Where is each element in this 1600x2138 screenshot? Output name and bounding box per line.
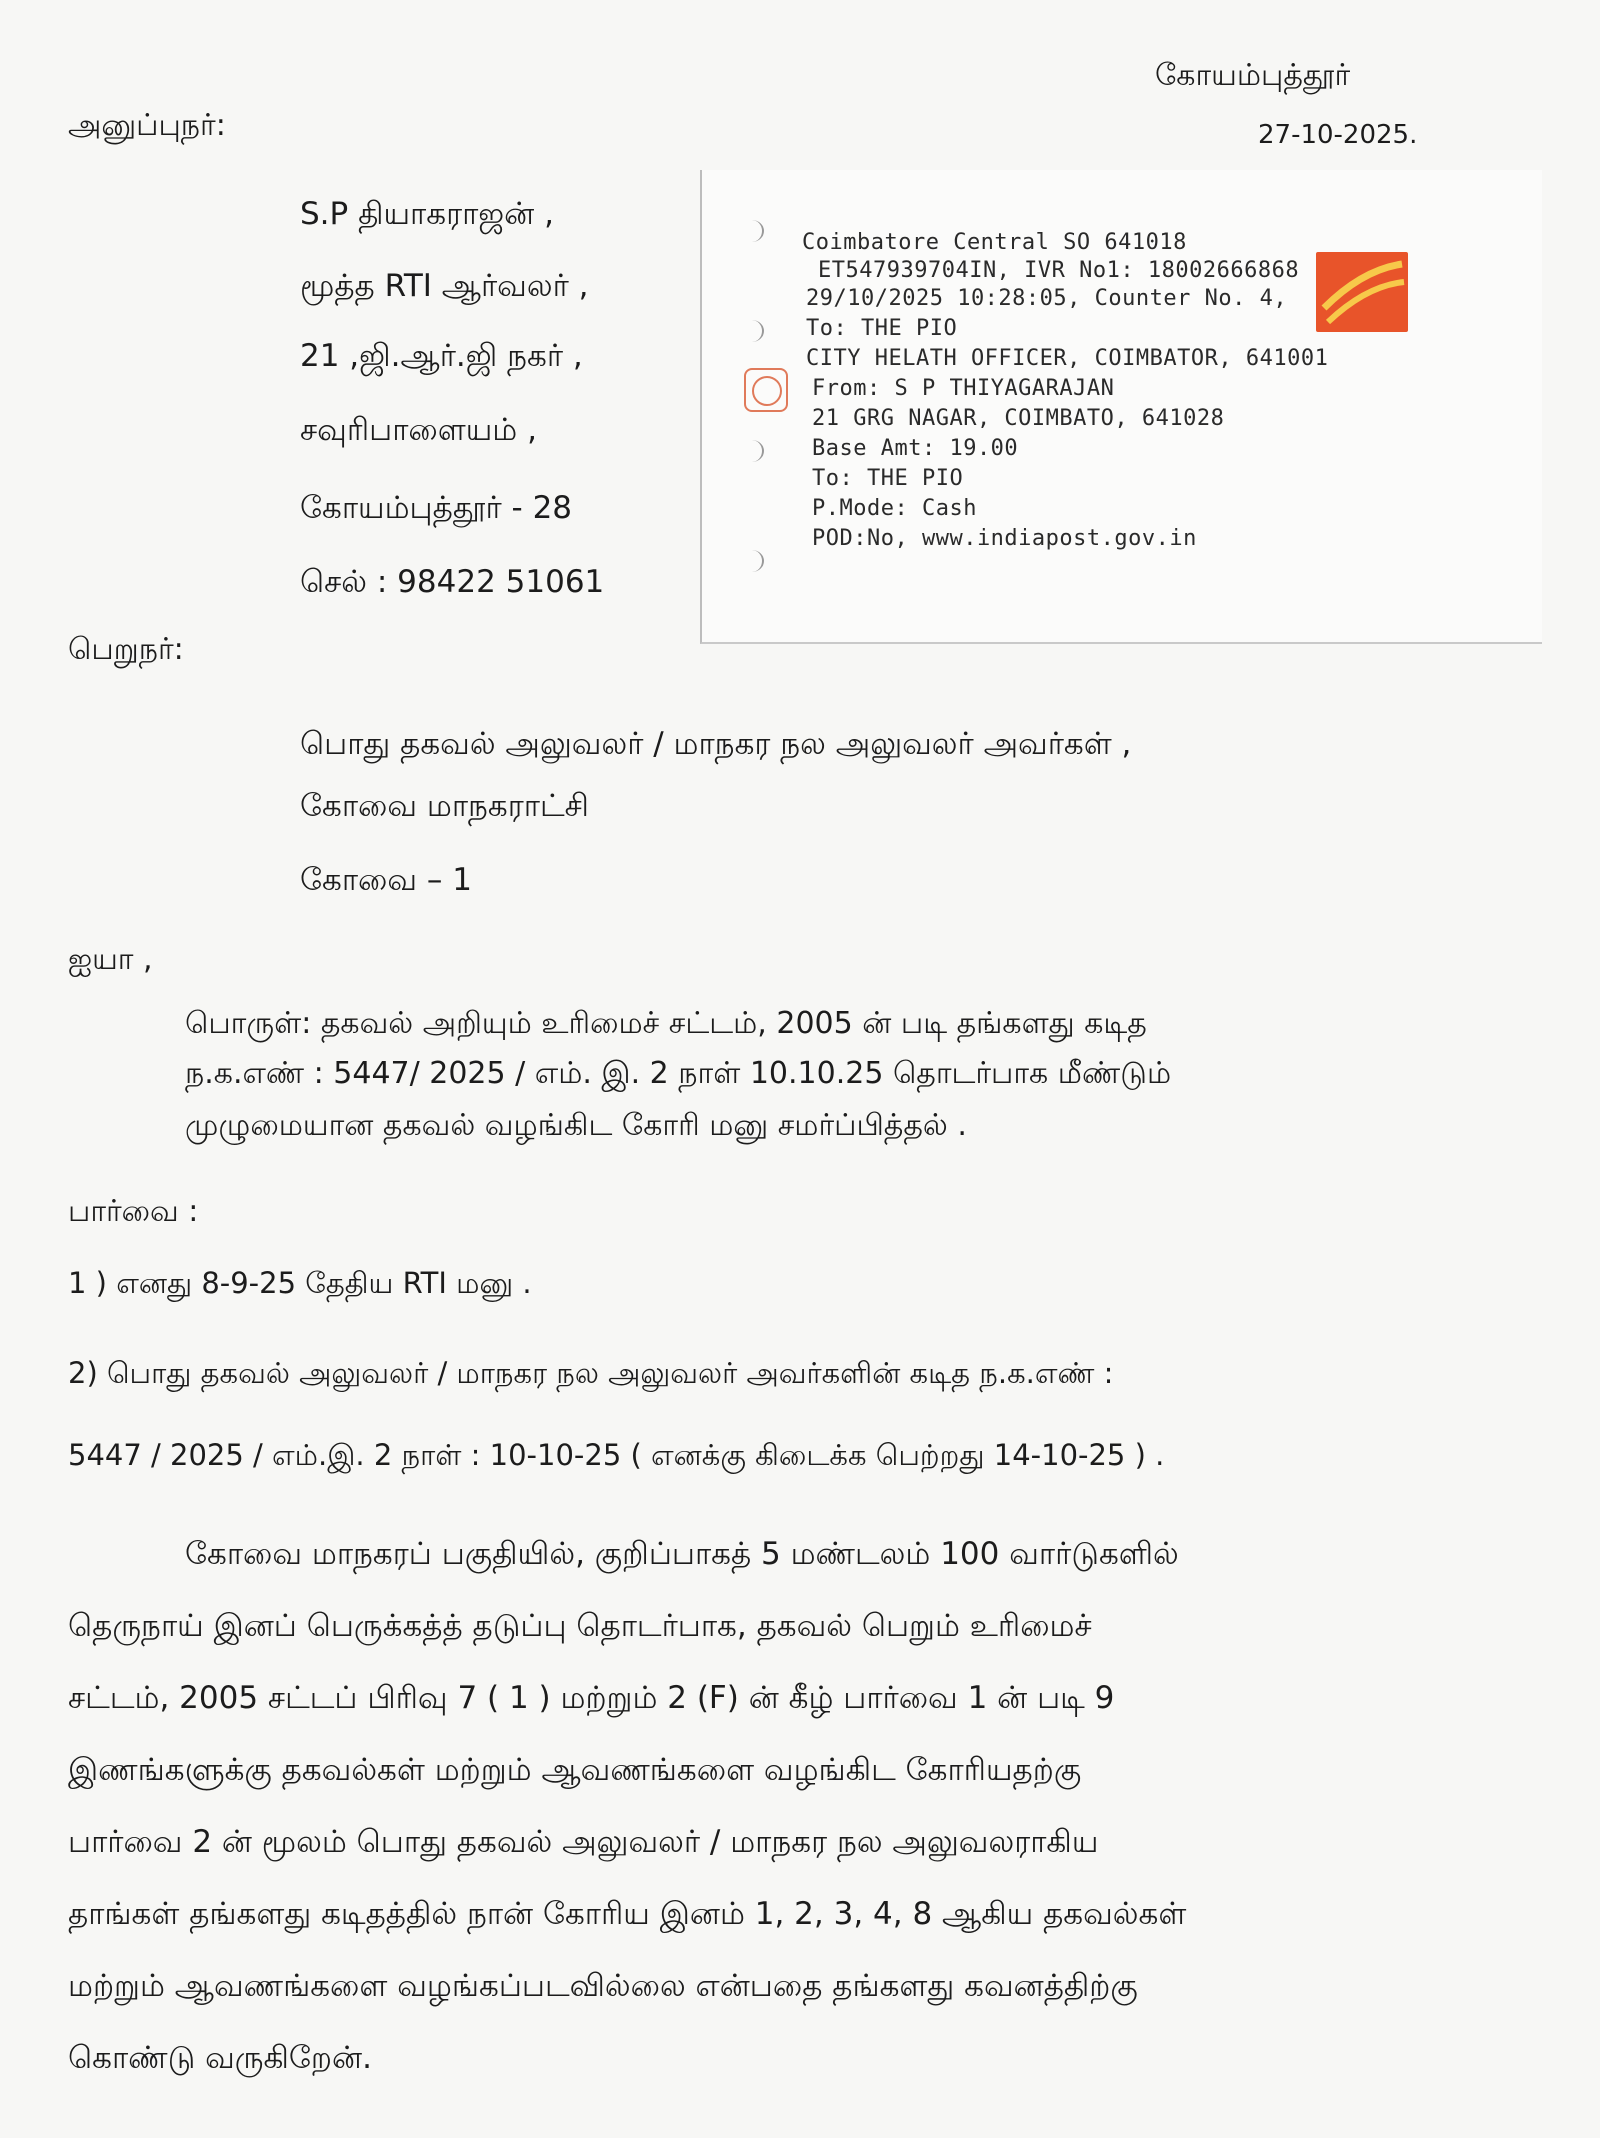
receipt-line: Coimbatore Central SO 641018 — [802, 230, 1187, 255]
recipient-line: பொது தகவல் அலுவலர் / மாநகர நல அலுவலர் அவர்கள் , — [300, 726, 1132, 762]
subject-line: ந.க.எண் : 5447/ 2025 / எம். இ. 2 நாள் 10.10.25 தொடர்பாக மீண்டும் — [185, 1056, 1172, 1091]
reference-item: 5447 / 2025 / எம்.இ. 2 நாள் : 10-10-25 ( எனக்கு கிடைக்க பெற்றது 14-10-25 ) . — [68, 1438, 1165, 1472]
sender-phone: செல் : 98422 51061 — [300, 564, 605, 600]
recipient-line: கோவை – 1 — [300, 862, 472, 898]
body-line: இணங்களுக்கு தகவல்கள் மற்றும் ஆவணங்களை வழங்கிட கோரியதற்கு — [68, 1752, 1082, 1788]
receipt-line: 29/10/2025 10:28:05, Counter No. 4, — [806, 286, 1288, 311]
punch-mark — [740, 320, 764, 342]
stamp-icon — [744, 368, 788, 412]
body-line: தாங்கள் தங்களது கடிதத்தில் நான் கோரிய இனம் 1, 2, 3, 4, 8 ஆகிய தகவல்கள் — [68, 1896, 1187, 1932]
receipt-line: P.Mode: Cash — [812, 496, 977, 521]
receipt-line: From: S P THIYAGARAJAN — [812, 376, 1115, 401]
postal-receipt — [700, 170, 1542, 644]
place-name: கோயம்புத்தூர் — [1155, 58, 1351, 93]
body-line: மற்றும் ஆவணங்களை வழங்கப்படவில்லை என்பதை தங்களது கவனத்திற்கு — [68, 1968, 1138, 2004]
receipt-line: POD:No, www.indiapost.gov.in — [812, 526, 1197, 551]
punch-mark — [740, 550, 764, 572]
receipt-line: To: THE PIO — [812, 466, 964, 491]
punch-mark — [740, 220, 764, 242]
body-line: கொண்டு வருகிறேன். — [68, 2040, 372, 2076]
body-line: கோவை மாநகரப் பகுதியில், குறிப்பாகத் 5 மண்டலம் 100 வார்டுகளில் — [185, 1536, 1179, 1572]
reference-item: 1 ) எனது 8-9-25 தேதிய RTI மனு . — [68, 1266, 532, 1300]
body-line: பார்வை 2 ன் மூலம் பொது தகவல் அலுவலர் / மாநகர நல அலுவலராகிய — [68, 1824, 1099, 1860]
sender-label: அனுப்புநர்: — [68, 108, 226, 143]
subject-line: பொருள்: தகவல் அறியும் உரிமைச் சட்டம், 2005 ன் படி தங்களது கடித — [185, 1006, 1147, 1041]
reference-item: 2) பொது தகவல் அலுவலர் / மாநகர நல அலுவலர் அவர்களின் கடித ந.க.எண் : — [68, 1356, 1114, 1390]
subject-line: முழுமையான தகவல் வழங்கிட கோரி மனு சமர்ப்பித்தல் . — [185, 1108, 967, 1143]
letter-date: 27-10-2025. — [1258, 120, 1418, 150]
punch-mark — [740, 440, 764, 462]
recipient-line: கோவை மாநகராட்சி — [300, 788, 589, 824]
salutation: ஐயா , — [68, 942, 153, 977]
sender-line: S.P தியாகராஜன் , — [300, 196, 554, 232]
sender-line: சவுரிபாளையம் , — [300, 412, 537, 448]
receipt-line: 21 GRG NAGAR, COIMBATO, 641028 — [812, 406, 1225, 431]
recipient-label: பெறுநர்: — [68, 632, 184, 667]
india-post-logo-icon — [1314, 250, 1410, 334]
references-label: பார்வை : — [68, 1194, 199, 1229]
sender-line: 21 ,ஜி.ஆர்.ஜி நகர் , — [300, 338, 583, 374]
body-line: சட்டம், 2005 சட்டப் பிரிவு 7 ( 1 ) மற்றும் 2 (F) ன் கீழ் பார்வை 1 ன் படி 9 — [68, 1680, 1115, 1716]
sender-line: கோயம்புத்தூர் - 28 — [300, 490, 573, 526]
body-line: தெருநாய் இனப் பெருக்கத்த் தடுப்பு தொடர்பாக, தகவல் பெறும் உரிமைச் — [68, 1608, 1092, 1644]
receipt-line: To: THE PIO — [806, 316, 958, 341]
receipt-amount: Base Amt: 19.00 — [812, 436, 1019, 461]
sender-line: மூத்த RTI ஆர்வலர் , — [300, 268, 589, 304]
receipt-tracking: ET547939704IN, IVR No1: 18002666868 — [818, 258, 1300, 283]
receipt-line: CITY HELATH OFFICER, COIMBATOR, 641001 — [806, 346, 1329, 371]
